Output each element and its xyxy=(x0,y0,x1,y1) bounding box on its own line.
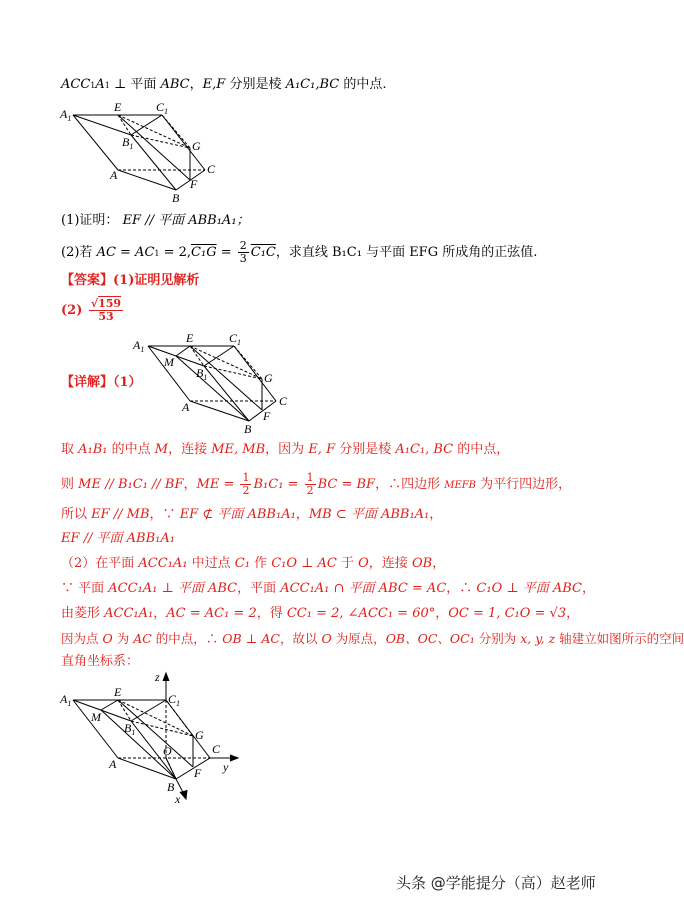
answer-part-2: (2) $\frac{√159}{53}$ xyxy=(61,297,122,323)
label3-C1: $C_1$ xyxy=(168,692,181,708)
label2-A: A xyxy=(182,400,190,414)
fraction-half-2: $\frac{1}{2}$ xyxy=(306,471,314,497)
label-C: C xyxy=(207,162,216,176)
label3-O: O xyxy=(163,744,172,758)
answer-fraction: $\frac{√159}{53}$ xyxy=(90,297,122,323)
label-C1: $C_1$ xyxy=(156,100,169,116)
label-F: F xyxy=(190,177,198,191)
solution-line-3: 所以 EF // MB，∵ EF ⊄ 平面 ABB₁A₁，MB ⊂ 平面 ABB₁A₁， xyxy=(61,507,443,522)
label3-B: B xyxy=(167,780,175,794)
label3-A1: $A_1$ xyxy=(60,692,72,708)
label2-F: F xyxy=(263,409,271,423)
watermark: 头条 @学能提分（高）赵老师 xyxy=(396,874,596,892)
question-1: (1)证明： EF // 平面 ABB₁A₁； xyxy=(61,213,250,228)
label3-G: G xyxy=(195,728,204,742)
problem-condition: ACC1A1 ⊥ 平面 ABC，E,F 分别是棱 A₁C₁,BC 的中点. xyxy=(61,77,387,92)
label2-C1: $C_1$ xyxy=(229,331,242,347)
solution-line-2: 则 ME // B₁C₁ // BF，ME = $\frac{1}{2}$ B₁C₁ = $\frac{1}{2}$ BC = BF，∴四边形 MEFB 为平行四边形， xyxy=(61,471,572,497)
fraction-half-1: $\frac{1}{2}$ xyxy=(242,471,250,497)
solution-line-4: EF // 平面 ABB₁A₁ xyxy=(61,531,175,546)
label3-B1: $B_1$ xyxy=(124,721,136,737)
label2-G: G xyxy=(264,371,273,385)
label2-M: M xyxy=(164,355,174,369)
label2-C: C xyxy=(279,394,288,408)
label3-M: M xyxy=(91,710,101,724)
label3-E: E xyxy=(114,685,122,699)
label3-F: F xyxy=(194,766,202,780)
solution-line-9: 直角坐标系： xyxy=(61,654,140,669)
detail-label: 【详解】（1） xyxy=(61,375,142,390)
label2-E: E xyxy=(186,331,194,345)
solution-line-7: 由菱形 ACC₁A₁，AC = AC₁ = 2，得 CC₁ = 2, ∠ACC₁ = 60°，OC = 1, C₁O = √3， xyxy=(61,606,580,621)
label-E: E xyxy=(114,100,122,114)
label2-B: B xyxy=(244,422,252,436)
label-A1: $A_1$ xyxy=(60,107,72,123)
answer-line: 【答案】(1)证明见解析 xyxy=(61,273,200,288)
label2-B1: $B_1$ xyxy=(196,366,208,382)
label-G: G xyxy=(192,139,201,153)
question-2: (2)若 AC = AC1 = 2,C₁G = $\frac{2}{3}$ C₁C，求直线 B₁C₁ 与平面 EFG 所成角的正弦值. xyxy=(61,239,538,265)
solution-line-6: ∵ 平面 ACC₁A₁ ⊥ 平面 ABC，平面 ACC₁A₁ ∩ 平面 ABC = AC，∴ C₁O ⊥ 平面 ABC， xyxy=(61,581,596,596)
label3-x: x xyxy=(175,792,181,806)
label3-z: z xyxy=(155,670,160,684)
solution-line-8: 因为点 O 为 AC 的中点，∴ OB ⊥ AC，故以 O 为原点，OB、OC、OC₁ 分别为 x, y, z 轴建立如图所示的空间 xyxy=(61,631,684,646)
label-B: B xyxy=(172,191,180,205)
solution-line-5: （2）在平面 ACC₁A₁ 中过点 C₁ 作 C₁O ⊥ AC 于 O，连接 OB， xyxy=(61,556,446,571)
label3-y: y xyxy=(223,760,229,774)
label2-A1: $A_1$ xyxy=(133,338,145,354)
label-A: A xyxy=(110,168,118,182)
label3-A: A xyxy=(109,757,117,771)
label3-C: C xyxy=(212,742,221,756)
fraction-two-thirds: $\frac{2}{3}$ xyxy=(239,239,247,265)
solution-line-1: 取 A₁B₁ 的中点 M，连接 ME, MB，因为 E, F 分别是棱 A₁C₁, BC 的中点， xyxy=(61,442,510,457)
label-B1: $B_1$ xyxy=(122,135,134,151)
